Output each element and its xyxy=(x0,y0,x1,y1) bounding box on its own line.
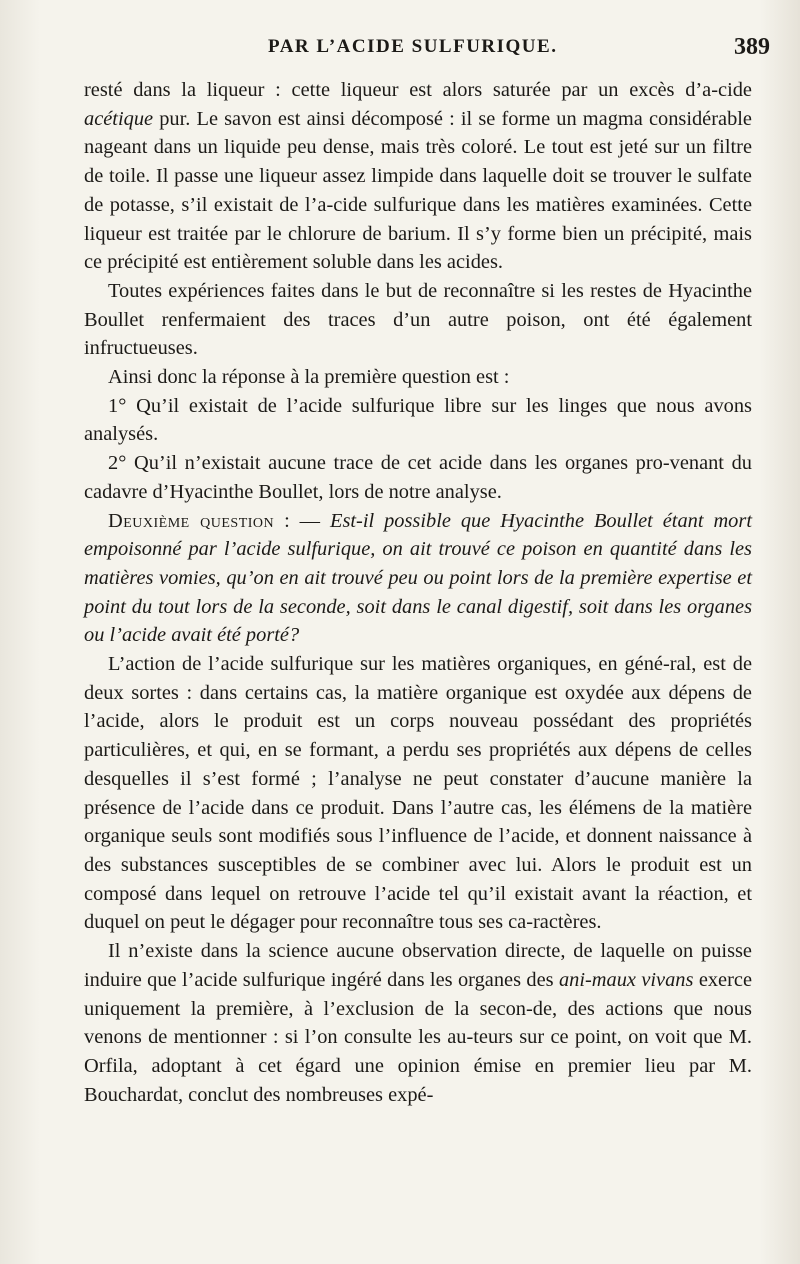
page-number: 389 xyxy=(734,34,770,60)
running-head xyxy=(84,36,780,66)
paragraph-2: Toutes expériences faites dans le but de reconnaître si les restes de Hyacinthe Boullet renfermaient des traces d’un autre poison, ont été également infructueuses. xyxy=(84,279,752,360)
answer-2: 2° Qu’il n’existait aucune trace de cet acide dans les organes pro-venant du cadavre d’Hyacinthe Boullet, lors de notre analyse. xyxy=(84,452,752,503)
emphasis-animaux-vivans: ani-maux vivans xyxy=(558,968,694,991)
paragraph-7: L’action de l’acide sulfurique sur les matières organiques, en géné-ral, est de deux sortes : dans certains cas, la matière organique est oxydée aux dépens de l’acide, alors le produit est un corps nouveau possédant des propriétés particulières, et qui, en se formant, a perdu ses propriétés aux dépens de celles desquelles il s’est formé ; l’analyse ne peut constater d’aucune manière la présence de l’acide dans ce produit. Dans l’autre cas, les élémens de la matière organique seuls sont modifiés sous l’influence de l’acide, et donnent naissance à des substances susceptibles de se combiner avec lui. Alors le produit est un composé dans lequel on retrouve l’acide tel qu’il existait avant la réaction, et duquel on peut le dégager pour reconnaître tous ses ca-ractères. xyxy=(84,653,752,934)
page-body xyxy=(84,76,752,1109)
running-title: PAR L’ACIDE SULFURIQUE. xyxy=(268,36,558,57)
paragraph-3: Ainsi donc la réponse à la première question est : xyxy=(108,366,510,389)
question-text: Est-il possible que Hyacinthe Boullet étant mort empoisonné par l’acide sulfurique, on ait trouvé ce poison en quantité dans les matières vomies, qu’on en ait trouvé peu ou point lors de la première expertise et point du tout lors de la seconde, soit dans le canal digestif, soit dans les organes ou l’acide avait été porté? xyxy=(84,509,752,647)
second-question: Deuxième question : — Est-il possible que Hyacinthe Boullet étant mort empoisonné par l’acide sulfurique, on ait trouvé ce poison en quantité dans les matières vomies, qu’on en ait trouvé peu ou point lors de la première expertise et point du tout lors de la seconde, soit dans le canal digestif, soit dans les organes ou l’acide avait été porté? xyxy=(84,509,752,647)
answer-1: 1° Qu’il existait de l’acide sulfurique libre sur les linges que nous avons analysés. xyxy=(84,394,752,446)
question-label: Deuxième question xyxy=(108,509,275,532)
paragraph-1: resté dans la liqueur : cette liqueur est alors saturée par un excès d’a-cide acétique pur. Le savon est ainsi décomposé : il se forme un magma considérable nageant dans un liquide peu dense, mais très coloré. Le tout est jeté sur un filtre de toile. Il passe une liqueur assez limpide dans laquelle doit se trouver le sulfate de potasse, s’il existait de l’a-cide sulfurique dans les matières examinées. Cette liqueur est traitée par le chlorure de barium. Il s’y forme bien un précipité, mais ce précipité est entièrement soluble dans les acides. xyxy=(84,79,752,274)
paragraph-8: Il n’existe dans la science aucune observation directe, de laquelle on puisse induire que l’acide sulfurique ingéré dans les organes des ani-maux vivans exerce uniquement la première, à l’exclusion de la secon-de, des actions que nous venons de mentionner : si l’on consulte les au-teurs sur ce point, on voit que M. Orfila, adoptant à cet égard une opinion émise en premier lieu par M. Bouchardat, conclut des nombreuses expé- xyxy=(84,940,753,1106)
emphasis-acetique: acétique xyxy=(84,107,154,130)
